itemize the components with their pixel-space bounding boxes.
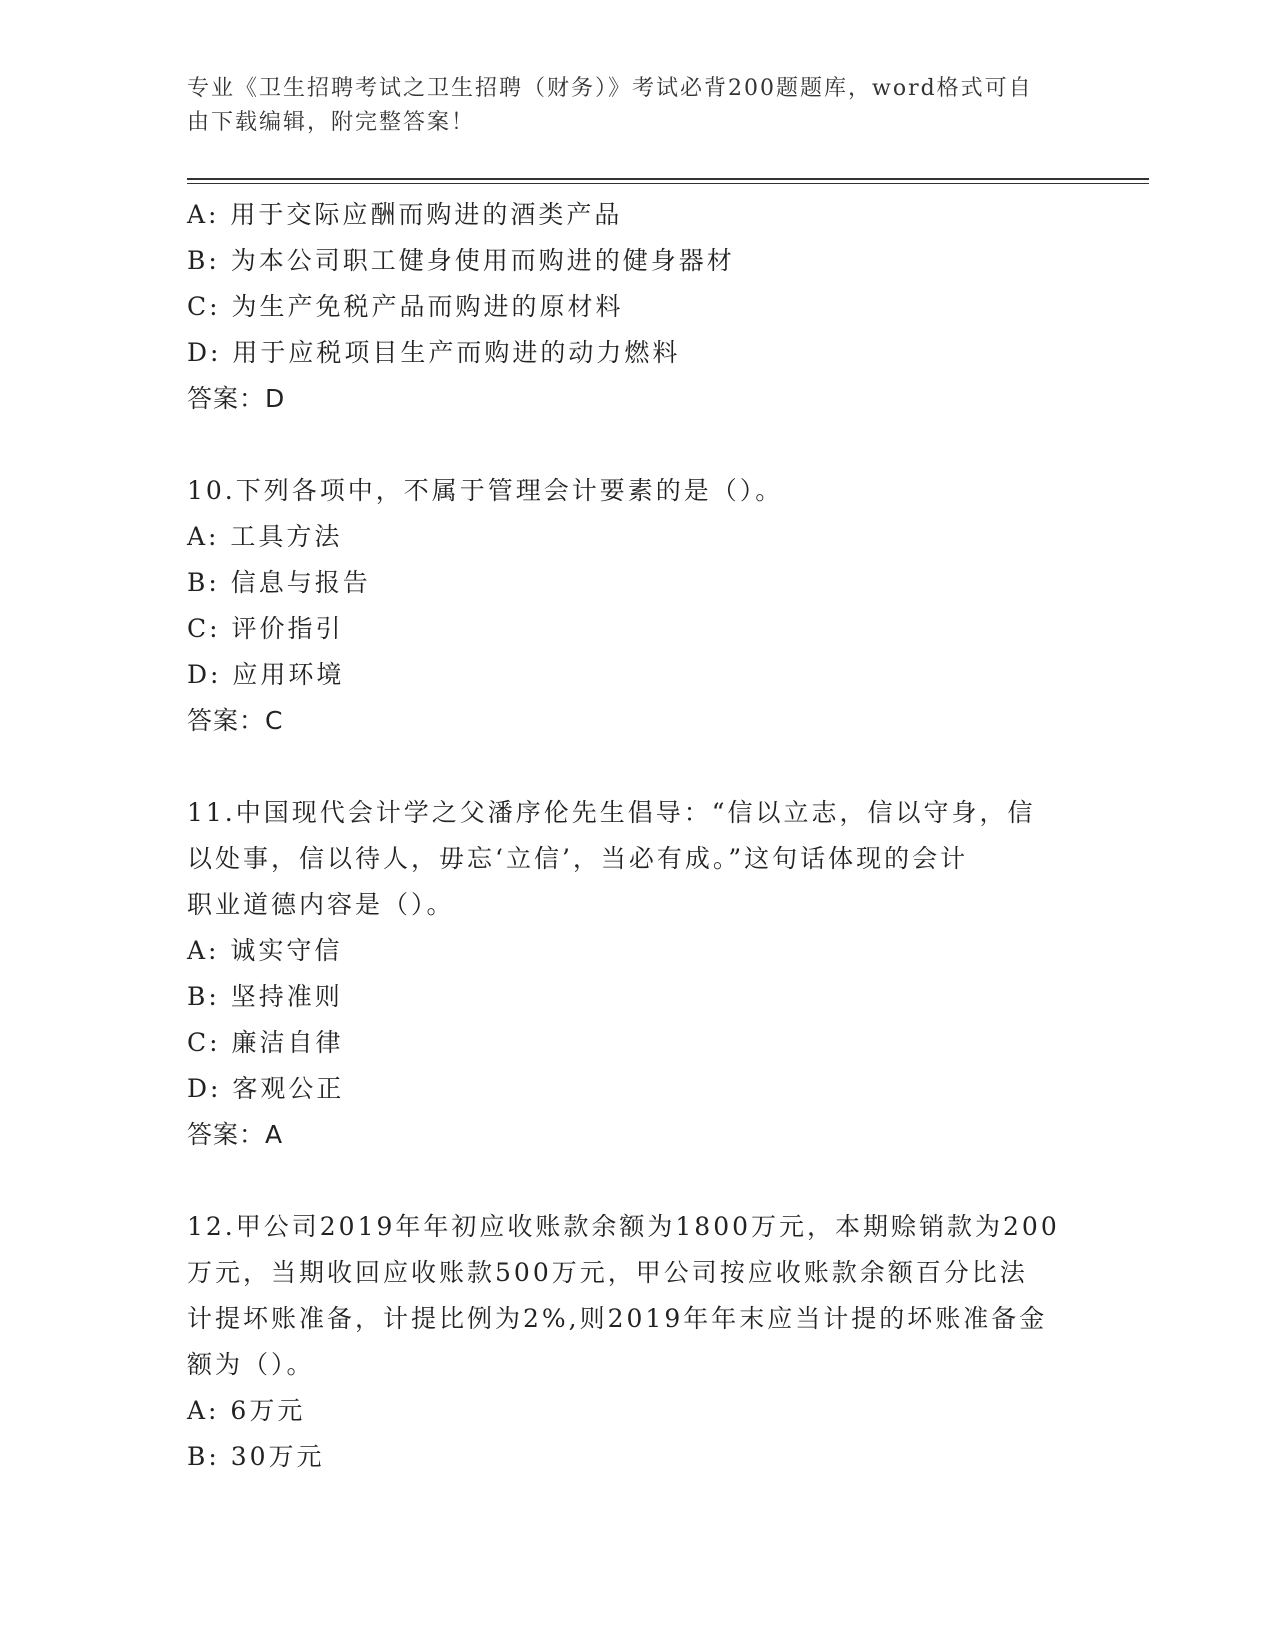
header-rule-thick [187,178,1149,180]
option-c: C: 为生产免税产品而购进的原材料 [187,292,624,321]
option-b: B: 坚持准则 [187,982,343,1011]
question-stem-line: 以处事，信以待人，毋忘‘立信’，当必有成。”这句话体现的会计 [187,844,969,873]
question-stem-line: 11.中国现代会计学之父潘序伦先生倡导：“信以立志，信以守身，信 [187,798,1036,827]
header-rule-thin [187,183,1149,184]
option-b: B: 信息与报告 [187,568,371,597]
question-stem-line: 12.甲公司2019年年初应收账款余额为1800万元，本期赊销款为200 [187,1212,1060,1241]
option-d: D: 用于应税项目生产而购进的动力燃料 [187,338,681,367]
option-b: B: 30万元 [187,1442,325,1471]
question-9 [187,192,1067,422]
question-stem-line: 职业道德内容是（）。 [187,890,455,919]
header-line-2: 由下载编辑，附完整答案！ [187,110,476,135]
answer: 答案：D [187,384,286,413]
spacer [187,744,1067,790]
question-10 [187,468,1067,744]
spacer [187,1158,1067,1204]
option-b: B: 为本公司职工健身使用而购进的健身器材 [187,246,735,275]
answer: 答案：A [187,1120,284,1149]
option-a: A: 用于交际应酬而购进的酒类产品 [187,200,623,229]
question-12 [187,1204,1067,1480]
option-c: C: 评价指引 [187,614,344,643]
spacer [187,422,1067,468]
question-stem: 10.下列各项中，不属于管理会计要素的是（）。 [187,476,784,505]
option-a: A: 6万元 [187,1396,306,1425]
option-c: C: 廉洁自律 [187,1028,344,1057]
header-line-1: 专业《卫生招聘考试之卫生招聘（财务）》考试必背200题题库，word格式可自 [187,76,1033,101]
question-stem-line: 计提坏账准备，计提比例为2%,则2019年年末应当计提的坏账准备金 [187,1304,1048,1333]
option-d: D: 客观公正 [187,1074,345,1103]
option-d: D: 应用环境 [187,660,345,689]
question-11 [187,790,1067,1158]
question-stem-line: 额为（）。 [187,1350,315,1379]
option-a: A: 工具方法 [187,522,343,551]
question-stem-line: 万元，当期收回应收账款500万元，甲公司按应收账款余额百分比法 [187,1258,1028,1287]
question-list [187,192,1067,1480]
document-header [187,72,1067,140]
option-a: A: 诚实守信 [187,936,343,965]
answer: 答案：C [187,706,284,735]
